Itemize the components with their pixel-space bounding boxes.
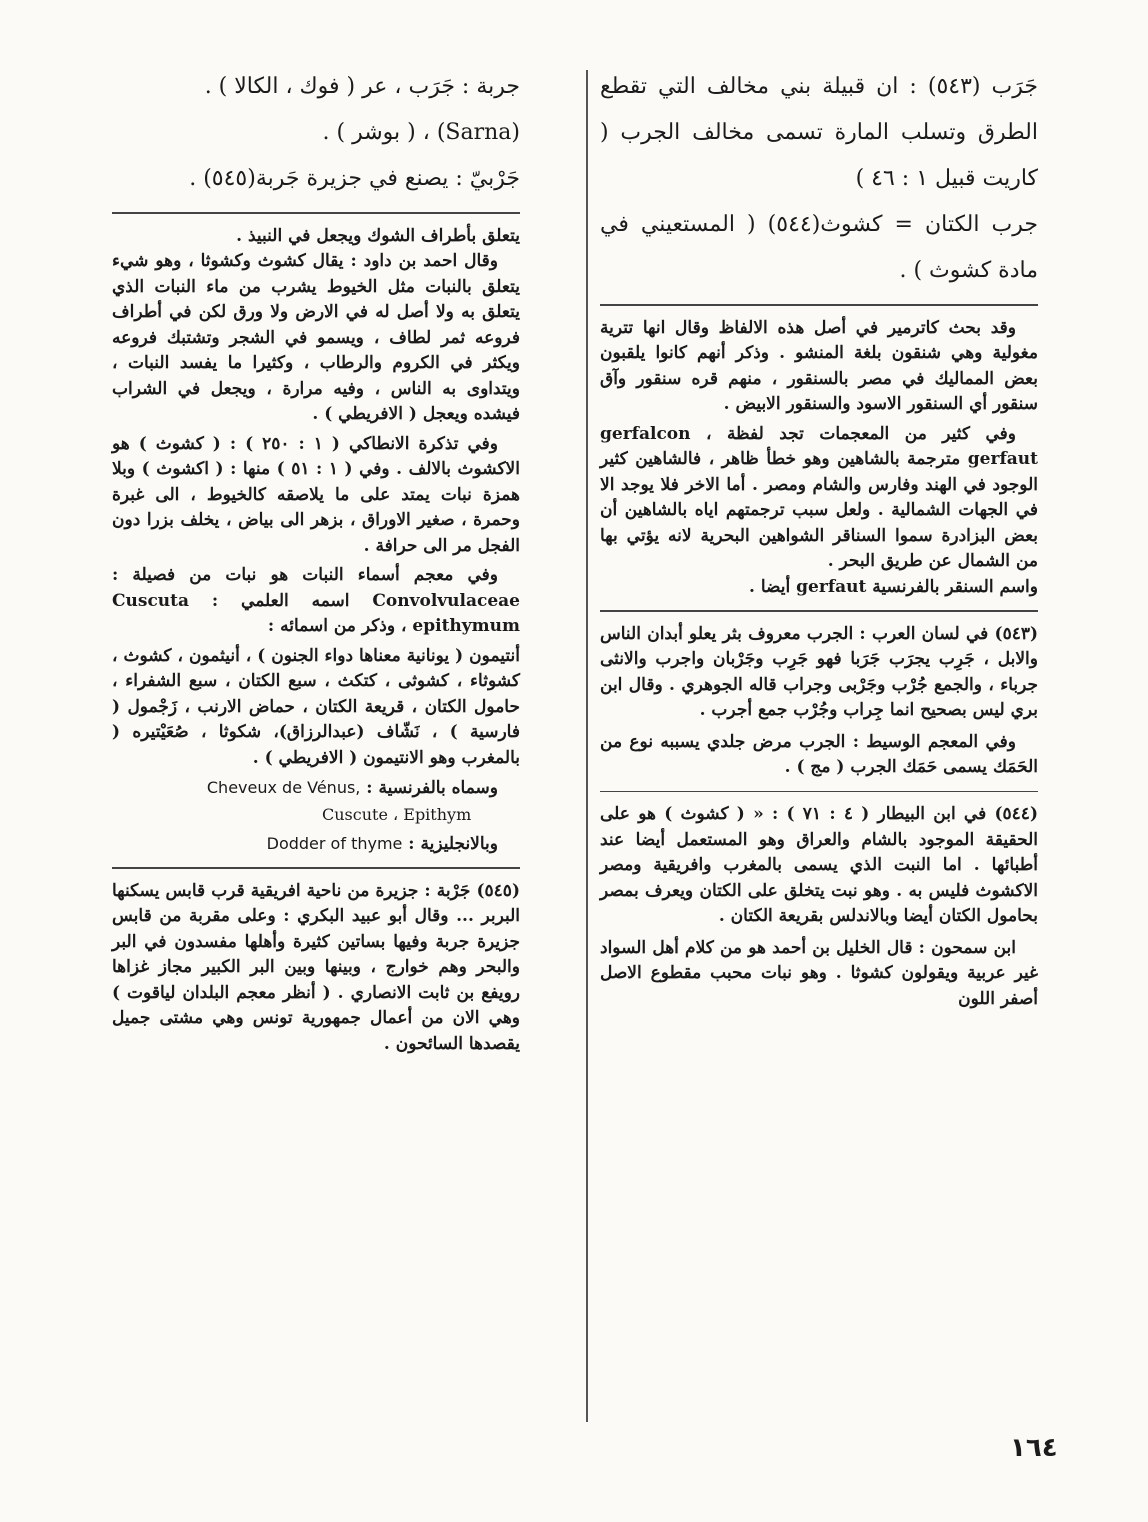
commentary-paragraph: وقد بحث كاترمير في أصل هذه الالفاظ وقال انها تترية مغولية وهي شنقون بلغة المنشو . وذكر أنهم كانوا يلقبون بعض المماليك في مصر بالسنقور ، منهم قره سنقور وآق سنقور أي السنقور الاسود والسنقور الابيض . [600,317,1038,414]
footnote-number: (٥٤٣) [994,623,1039,644]
footnote-text: في لسان العرب : الجرب معروف بثر يعلو أبدان الناس والابل ، جَرِب يجرَب جَرَبا فهو جَرِب وجَرْبان واجرب والانثى جرباء ، والجمع جُرْب وجَرْبى وجراب قاله الجوهري . وقال ابن بري ليس بصحيح انما جِراب وجُرْب جمع أجرب . [600,623,1038,720]
french-term-line: Cuscute ، Epithym [322,804,472,824]
footnote-rule [112,212,520,214]
continued-paragraph: يتعلق بأطراف الشوك ويجعل في النبيذ . [236,225,520,246]
footnote-rule [600,610,1038,612]
footnote-text: جَرْبة : جزيرة من ناحية افريقية قرب قابس يسكنها البربر ... وقال أبو عبيد البكري : وعلى مقربة من قابس جزيرة جربة وفيها بساتين كثيرة وأهلها مفسدون في البر والبحر وهم خوارج ، وبينها وبين البر الكبير مجاز غزاها رويفع بن ثابت الانصاري . ( أنظر معجم البلدان لياقوت ) وهي الان من أعمال جمهورية تونس وهي مشتى جميل يقصدها السائحون . [112,880,520,1054]
continued-paragraph: وفي معجم أسماء النبات هو نبات من فصيلة : Convolvulaceae اسمه العلمي : Cuscuta epithymum ، وذكر من اسمائه : [112,565,520,636]
continued-paragraph: وفي تذكرة الانطاكي ( ١ : ٢٥٠ ) : ( كشوث ) هو الاكشوث بالالف . وفي ( ١ : ٥١ ) منها : ( اكشوث ) وبلا همزة نبات يمتد على ما يلاصقه كالخيوط ، الى غبرة وحمرة ، صغير الاوراق ، بزهر الى بياض ، يخلف بزرا دون الفجل مر الى حرافة . [112,433,520,556]
french-term: Cheveux de Vénus, [206,778,361,797]
footnote-rule [112,867,520,869]
continued-paragraph: وقال احمد بن داود : يقال كشوث وكشوثا ، وهو شيء يتعلق بالنبات مثل الخيوط يشرب من ماء النبات الذي يتعلق به ولا أصل له في الارض ولا ورق لكن في أطراف فروعه ثمر لطاف ، ويسمو في الشجر وتشتبك فروعه ويكثر في الكروم والرطاب ، وكثيرا ما يفسد النبات ، ويتداوى به الناس ، وفيه مرارة ، ويجعل في الشراب فيشده ويعجل ( الافريطي ) . [112,251,520,424]
commentary-paragraph: واسم السنقر بالفرنسية gerfaut أيضا . [749,576,1038,597]
footnote-544 [600,802,1038,930]
page-number: ١٦٤ [1010,1433,1058,1463]
footnote-text: في ابن البيطار ( ٤ : ٧١ ) : « ( كشوث ) هو على الحقيقة الموجود بالشام والعراق وهو المستعمل أيضا عند أطبائها . اما النبت الذي يسمى بالمغرب وافريقية ومصر الاكشوث فليس به . وهو نبت يتخلق على الكتان ويعرف بمصر بحامول الكتان أيضا وبالاندلس بقريعة الكتان . [600,804,1038,926]
footnote-paragraph: وفي المعجم الوسيط : الجرب مرض جلدي يسببه نوع من الحَمَك يسمى حَمَك الجرب ( مج ) . [600,731,1038,777]
french-names [112,775,520,802]
footnote-number: (٥٤٤) [994,804,1038,824]
footnote-paragraph: ابن سمحون : قال الخليل بن أحمد هو من كلام أهل السواد غير عربية ويقولون كشوثا . وهو نبات محبب مقطوع الاصل أصفر اللون [600,937,1038,1009]
footnote-number: (٥٤٥) [476,880,520,901]
dictionary-entry: جرب الكتان = كشوث(٥٤٤) ( المستعيني في مادة كشوث ) . [600,212,1038,283]
continued-paragraph: أنتيمون ( يونانية معناها دواء الجنون ) ، أنيثمون ، كشوث ، كشوثاء ، كشوثى ، كتكث ، سبع الكتان ، سبع الشفراء ، حامول الكتان ، قريعة الكتان ، حماض الارنب ، زَجْمول ( فارسية ) ، نَشّاف (عبدالرزاق)، شكوثا ، صُعَيْتيره ( بالمغرب وهو الانتيمون ( الافريطي ) . [112,645,520,768]
dictionary-entry: جَرَب (٥٤٣) : ان قبيلة بني مخالف التي تقطع الطرق وتسلب المارة تسمى مخالف الجرب ( كاريت قبيل ١ : ٤٦ ) [600,74,1038,191]
section-rule [600,304,1038,306]
french-label: وسماه بالفرنسية : [366,778,498,798]
footnote-rule [600,791,1038,793]
commentary-paragraph: وفي كثير من المعجمات تجد لفظة gerfalcon ، gerfaut مترجمة بالشاهين وهو خطأ ظاهر ، فالشاهين كثير الوجود في الهند وفارس والشام ومصر . أما الاخر فلا يوجد الا في الجهات الشمالية . ولعل سبب ترجمتهم اياه بالشاهين أن بعض البزادرة سموا السناقر الشواهين البحرية لانه يؤتي بها من الشمال عن طريق البحر . [600,423,1038,571]
column-divider [586,70,588,1422]
right-column [600,64,1038,1018]
footnote-545 [112,879,520,1058]
dictionary-entry: جَرْبيّ : يصنع في جزيرة جَربة(٥٤٥) . [189,166,520,191]
english-label: وبالانجليزية : [408,833,498,854]
left-column [112,64,520,1063]
english-term: Dodder of thyme [266,833,403,853]
dictionary-entry: (Sarna) ، ( بوشر ) . [322,120,520,145]
footnote-543 [600,622,1038,724]
dictionary-entry: جربة : جَرَب ، عر ( فوك ، الكالا ) . [204,74,520,99]
english-names [112,831,520,858]
